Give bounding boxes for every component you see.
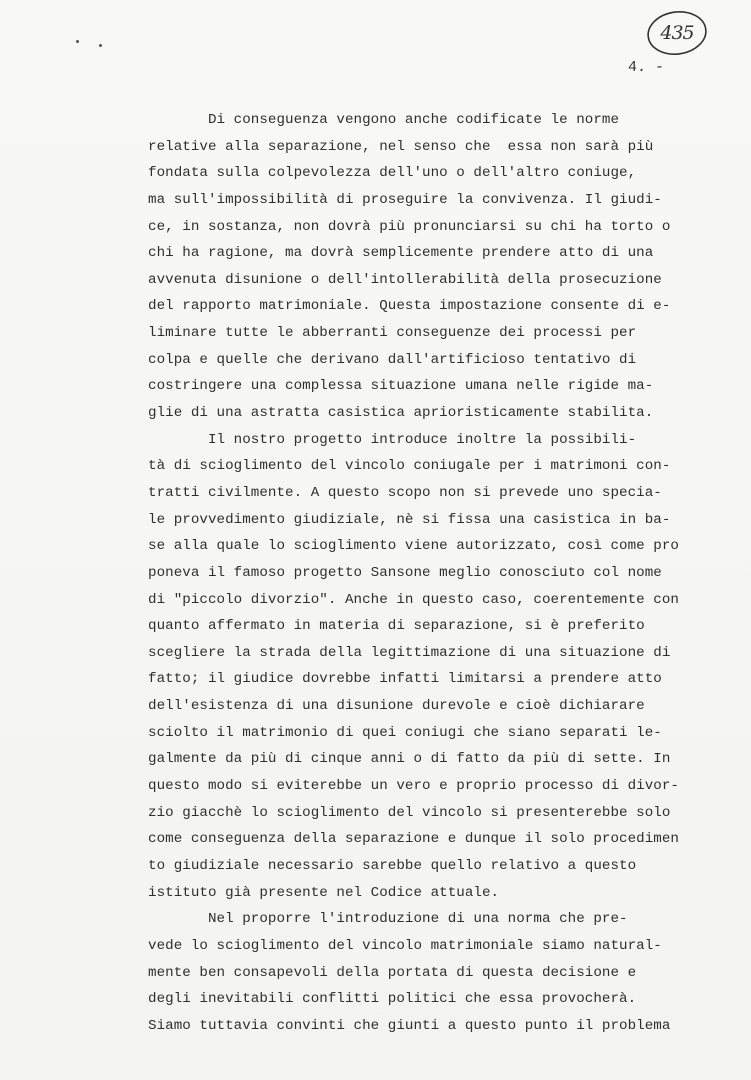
- text-line: liminare tutte le abberranti conseguenze dei processi per: [148, 325, 637, 342]
- body-text: [148, 107, 708, 1039]
- text-line: Nel proporre l'introduzione di una norma che pre-: [148, 911, 628, 928]
- text-line: le provvedimento giudiziale, nè si fissa una casistica in ba-: [148, 511, 671, 528]
- text-line: scegliere la strada della legittimazione di una situazione di: [148, 644, 671, 661]
- text-line: ce, in sostanza, non dovrà più pronunciarsi su chi ha torto o: [148, 218, 671, 235]
- text-line: Di conseguenza vengono anche codificate le norme: [148, 112, 620, 128]
- text-line: questo modo si eviterebbe un vero e proprio processo di divor-: [148, 778, 679, 795]
- text-line: mente ben consapevoli della portata di questa decisione e: [148, 964, 637, 981]
- scan-speck: [99, 44, 102, 47]
- text-line: tà di scioglimento del vincolo coniugale per i matrimoni con-: [148, 458, 671, 475]
- text-line: relative alla separazione, nel senso che essa non sarà più: [148, 138, 654, 155]
- text-line: dell'esistenza di una disunione durevole e cioè dichiarare: [148, 698, 645, 715]
- text-line: di "piccolo divorzio". Anche in questo caso, coerentemente con: [148, 591, 679, 608]
- text-line: fatto; il giudice dovrebbe infatti limitarsi a prendere atto: [148, 671, 662, 688]
- text-line: galmente da più di cinque anni o di fatto da più di sette. In: [148, 751, 671, 768]
- text-line: colpa e quelle che derivano dall'artificioso tentativo di: [148, 351, 637, 368]
- page-number: 4. -: [628, 59, 665, 76]
- text-line: quanto affermato in materia di separazione, si è preferito: [148, 618, 645, 635]
- text-line: glie di una astratta casistica aprioristicamente stabilita.: [148, 405, 654, 422]
- text-line: come conseguenza della separazione e dunque il solo procedimen: [148, 831, 679, 848]
- text-line: vede lo scioglimento del vincolo matrimoniale siamo natural-: [148, 937, 662, 954]
- text-line: avvenuta disunione o dell'intollerabilità della prosecuzione: [148, 271, 662, 288]
- text-line: to giudiziale necessario sarebbe quello relativo a questo: [148, 857, 637, 874]
- text-line: Il nostro progetto introduce inoltre la possibili-: [148, 431, 637, 448]
- text-line: sciolto il matrimonio di quei coniugi che siano separati le-: [148, 724, 662, 741]
- text-line: costringere una complessa situazione umana nelle rigide ma-: [148, 378, 654, 395]
- text-line: se alla quale lo scioglimento viene autorizzato, così come pro: [148, 538, 679, 555]
- text-line: poneva il famoso progetto Sansone meglio conosciuto col nome: [148, 564, 662, 581]
- handwritten-stamp: [645, 8, 709, 58]
- text-line: del rapporto matrimoniale. Questa impostazione consente di e-: [148, 298, 671, 315]
- stamp-number: 435: [660, 22, 694, 44]
- text-line: tratti civilmente. A questo scopo non si prevede uno specia-: [148, 484, 662, 501]
- text-line: fondata sulla colpevolezza dell'uno o dell'altro coniuge,: [148, 165, 637, 182]
- text-line: zio giacchè lo scioglimento del vincolo si presenterebbe solo: [148, 804, 671, 821]
- text-line: degli inevitabili conflitti politici che essa provocherà.: [148, 991, 637, 1008]
- text-line: ma sull'impossibilità di proseguire la convivenza. Il giudi-: [148, 191, 662, 208]
- text-line: istituto già presente nel Codice attuale.: [148, 884, 500, 901]
- text-line: chi ha ragione, ma dovrà semplicemente prendere atto di una: [148, 245, 654, 262]
- text-line: Siamo tuttavia convinti che giunti a questo punto il problema: [148, 1017, 671, 1034]
- scan-speck: [76, 40, 79, 43]
